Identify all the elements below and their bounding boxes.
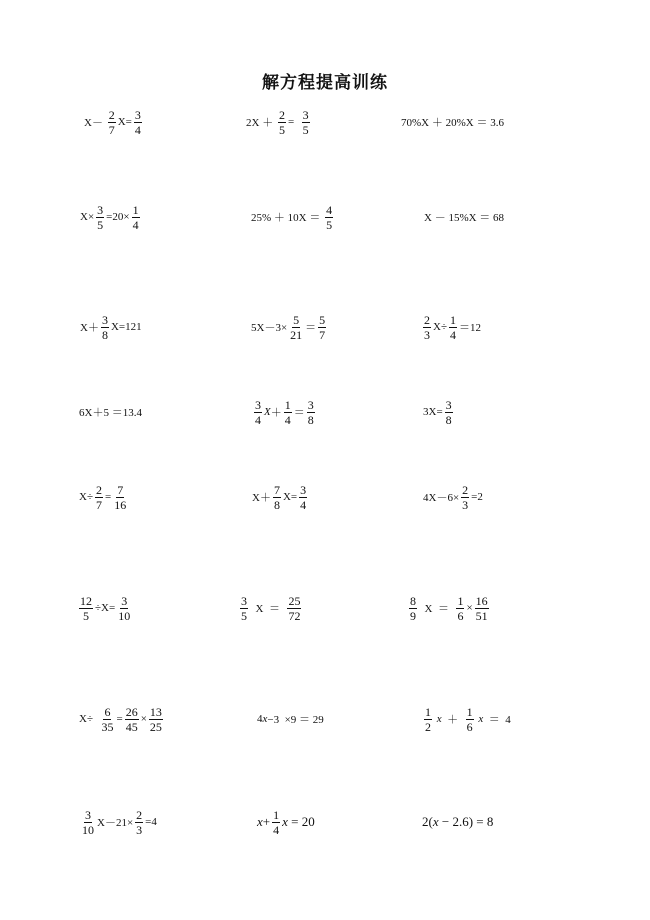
equation-text: 70%X ＋ 20%X ＝ 3.6 [401, 117, 504, 129]
fraction-numerator: 3 [302, 107, 309, 122]
fraction-denominator: 7 [319, 327, 326, 342]
equation-5 [251, 197, 335, 237]
fraction-numerator: 3 [134, 107, 141, 122]
fraction-denominator: 5 [326, 217, 333, 232]
fraction-numerator: 2 [278, 107, 285, 122]
equation-text: =2 [471, 491, 483, 503]
fraction [409, 594, 417, 623]
fraction-numerator: 2 [95, 482, 102, 497]
equation-7 [80, 307, 142, 347]
fraction-numerator: 3 [121, 593, 128, 608]
fraction [135, 808, 143, 837]
fraction [302, 108, 310, 137]
equation-20 [257, 699, 324, 739]
fraction [318, 313, 326, 342]
fraction [79, 594, 93, 623]
fraction [456, 594, 464, 623]
fraction [81, 808, 95, 837]
equation-text: ＋ [441, 714, 464, 726]
fraction-numerator: 8 [410, 593, 416, 608]
fraction [325, 203, 333, 232]
fraction-numerator: 2 [462, 482, 469, 497]
equation-text: X= [117, 116, 132, 128]
fraction-denominator: 51 [475, 608, 488, 623]
equation-text: X － 15%X ＝ 68 [424, 212, 505, 224]
fraction-numerator: 5 [293, 312, 300, 327]
fraction-denominator: 4 [300, 497, 307, 512]
equation-text: =4 [145, 816, 157, 828]
fraction-denominator: 8 [307, 412, 314, 427]
fraction [134, 108, 142, 137]
fraction-denominator: 3 [136, 822, 143, 837]
equation-text: X÷ [79, 713, 99, 725]
fraction-numerator: 7 [273, 482, 280, 497]
fraction [254, 398, 262, 427]
equation-text: 2( [422, 814, 433, 829]
equation-text: X÷ [433, 321, 447, 333]
fraction-numerator: 5 [319, 312, 326, 327]
equation-text: X= [282, 491, 298, 503]
equation-16 [77, 588, 133, 628]
fraction [272, 808, 280, 837]
fraction-denominator: 4 [449, 327, 456, 342]
equation-text: X＋ [80, 322, 99, 334]
fraction-denominator: 5 [97, 217, 104, 232]
equation-text: X [264, 406, 271, 418]
equation-22 [79, 802, 157, 842]
fraction [289, 313, 303, 342]
equation-text: X－ [84, 117, 106, 129]
fraction-numerator: 25 [288, 593, 301, 608]
equation-text: 6X＋5 ＝13.4 [79, 407, 142, 419]
fraction-denominator: 2 [425, 719, 431, 734]
equation-17 [238, 588, 303, 628]
fraction-denominator: 3 [462, 497, 469, 512]
equation-text: x [478, 713, 484, 725]
fraction [101, 313, 109, 342]
equation-text: X÷ [79, 491, 93, 503]
fraction-numerator: 1 [457, 593, 464, 608]
fraction-numerator: 16 [475, 593, 488, 608]
fraction-numerator: 1 [425, 704, 431, 719]
equation-text: = 20 [287, 814, 315, 829]
equation-text: −3 ×9 ＝ 29 [267, 714, 324, 726]
equation-text: = [116, 713, 123, 725]
equation-1 [84, 102, 144, 142]
fraction [284, 398, 292, 427]
equation-text: X=121 [110, 321, 142, 333]
fraction-denominator: 5 [241, 608, 247, 623]
fraction-denominator: 6 [466, 719, 473, 734]
equation-11 [252, 392, 317, 432]
equation-text: 4 [257, 713, 263, 725]
fraction-numerator: 1 [132, 202, 139, 217]
equation-12 [423, 392, 455, 432]
fraction-denominator: 4 [132, 217, 139, 232]
equation-text: 5X－3× [251, 322, 288, 334]
fraction [424, 705, 432, 734]
equation-text: + [262, 814, 271, 829]
equation-15 [423, 477, 483, 517]
equation-text: 2X ＋ [246, 117, 276, 129]
fraction [445, 398, 453, 427]
equation-text: X ＝ [419, 603, 455, 615]
fraction-denominator: 4 [134, 122, 141, 137]
equation-text: ＝ [305, 322, 317, 334]
fraction-denominator: 9 [410, 608, 416, 623]
fraction-numerator: 3 [300, 482, 307, 497]
fraction-denominator: 5 [278, 122, 285, 137]
fraction-denominator: 4 [284, 412, 291, 427]
equation-9 [421, 307, 481, 347]
equation-text: ＋ [270, 407, 282, 419]
equation-10 [79, 392, 142, 432]
fraction-numerator: 7 [117, 482, 124, 497]
fraction-numerator: 6 [104, 704, 111, 719]
equation-text: x [432, 814, 439, 829]
fraction-numerator: 3 [241, 593, 247, 608]
fraction-numerator: 3 [255, 397, 261, 412]
equation-text: 25% ＋ 10X ＝ [251, 212, 324, 224]
equation-text: X ＝ [250, 603, 286, 615]
fraction-denominator: 5 [83, 608, 89, 623]
equation-text: = [104, 491, 112, 503]
equation-text: ＝12 [458, 322, 481, 334]
fraction-numerator: 3 [307, 397, 314, 412]
fraction-denominator: 4 [255, 412, 261, 427]
fraction-denominator: 3 [424, 327, 430, 342]
equation-text: = [287, 116, 300, 128]
fraction [240, 594, 248, 623]
fraction-denominator: 6 [457, 608, 464, 623]
fraction [149, 705, 163, 734]
fraction-numerator: 4 [326, 202, 333, 217]
fraction [423, 313, 431, 342]
equation-24 [422, 802, 493, 842]
equation-text: 3X= [423, 406, 443, 418]
fraction [299, 483, 307, 512]
equation-text: ＝ [293, 407, 305, 419]
fraction-denominator: 10 [82, 822, 94, 837]
fraction [461, 483, 469, 512]
equation-13 [79, 477, 129, 517]
fraction-denominator: 4 [273, 822, 280, 837]
equation-text: − 2.6) = 8 [438, 814, 494, 829]
fraction-denominator: 7 [108, 122, 115, 137]
fraction-denominator: 72 [288, 608, 301, 623]
equation-text: × [466, 602, 473, 614]
fraction [108, 108, 116, 137]
fraction [475, 594, 489, 623]
fraction [96, 203, 104, 232]
fraction-numerator: 3 [101, 312, 108, 327]
equation-text: x [282, 814, 288, 829]
equation-21 [422, 699, 511, 739]
fraction [95, 483, 103, 512]
fraction-denominator: 45 [125, 719, 138, 734]
equation-6 [424, 197, 504, 237]
fraction-denominator: 35 [101, 719, 114, 734]
equation-text: x [436, 713, 442, 725]
fraction-denominator: 8 [445, 412, 452, 427]
equation-text: x [257, 814, 263, 829]
fraction [307, 398, 315, 427]
equation-text: ÷X= [95, 602, 116, 614]
fraction-denominator: 5 [302, 122, 309, 137]
equation-text: X× [80, 211, 95, 223]
equation-14 [252, 477, 309, 517]
fraction-numerator: 1 [466, 704, 473, 719]
fraction [113, 483, 127, 512]
fraction-numerator: 2 [424, 312, 430, 327]
fraction-denominator: 8 [273, 497, 280, 512]
fraction-denominator: 7 [95, 497, 102, 512]
fraction [117, 594, 131, 623]
fraction-numerator: 3 [97, 202, 104, 217]
fraction-numerator: 1 [273, 807, 280, 822]
fraction-numerator: 2 [108, 107, 115, 122]
equation-4 [80, 197, 142, 237]
equation-text: 4X－6× [423, 492, 460, 504]
fraction [466, 705, 474, 734]
fraction-numerator: 3 [85, 807, 91, 822]
fraction-numerator: 3 [445, 397, 452, 412]
fraction [100, 705, 114, 734]
fraction-denominator: 10 [118, 608, 131, 623]
fraction-numerator: 26 [125, 704, 138, 719]
fraction [125, 705, 139, 734]
fraction [287, 594, 301, 623]
fraction-numerator: 1 [284, 397, 291, 412]
equation-2 [246, 102, 312, 142]
fraction-numerator: 12 [80, 593, 92, 608]
fraction [132, 203, 140, 232]
equation-text: X－21× [97, 817, 134, 829]
equation-text: ＝ 4 [483, 714, 511, 726]
equation-text: =20× [106, 211, 130, 223]
fraction-denominator: 8 [101, 327, 108, 342]
page-title: 解方程提高训练 [262, 73, 388, 93]
equation-text: X＋ [252, 492, 271, 504]
equation-8 [251, 307, 328, 347]
fraction-denominator: 16 [114, 497, 127, 512]
fraction [449, 313, 457, 342]
fraction-numerator: 1 [449, 312, 456, 327]
equation-19 [79, 699, 165, 739]
fraction [278, 108, 286, 137]
equation-3 [401, 102, 504, 142]
equation-text: × [140, 713, 147, 725]
fraction-numerator: 13 [149, 704, 162, 719]
equation-text: x [262, 713, 268, 725]
equation-18 [407, 588, 491, 628]
fraction-denominator: 21 [290, 327, 303, 342]
equation-23 [257, 802, 315, 842]
fraction-numerator: 2 [136, 807, 143, 822]
fraction-denominator: 25 [149, 719, 162, 734]
fraction [273, 483, 281, 512]
